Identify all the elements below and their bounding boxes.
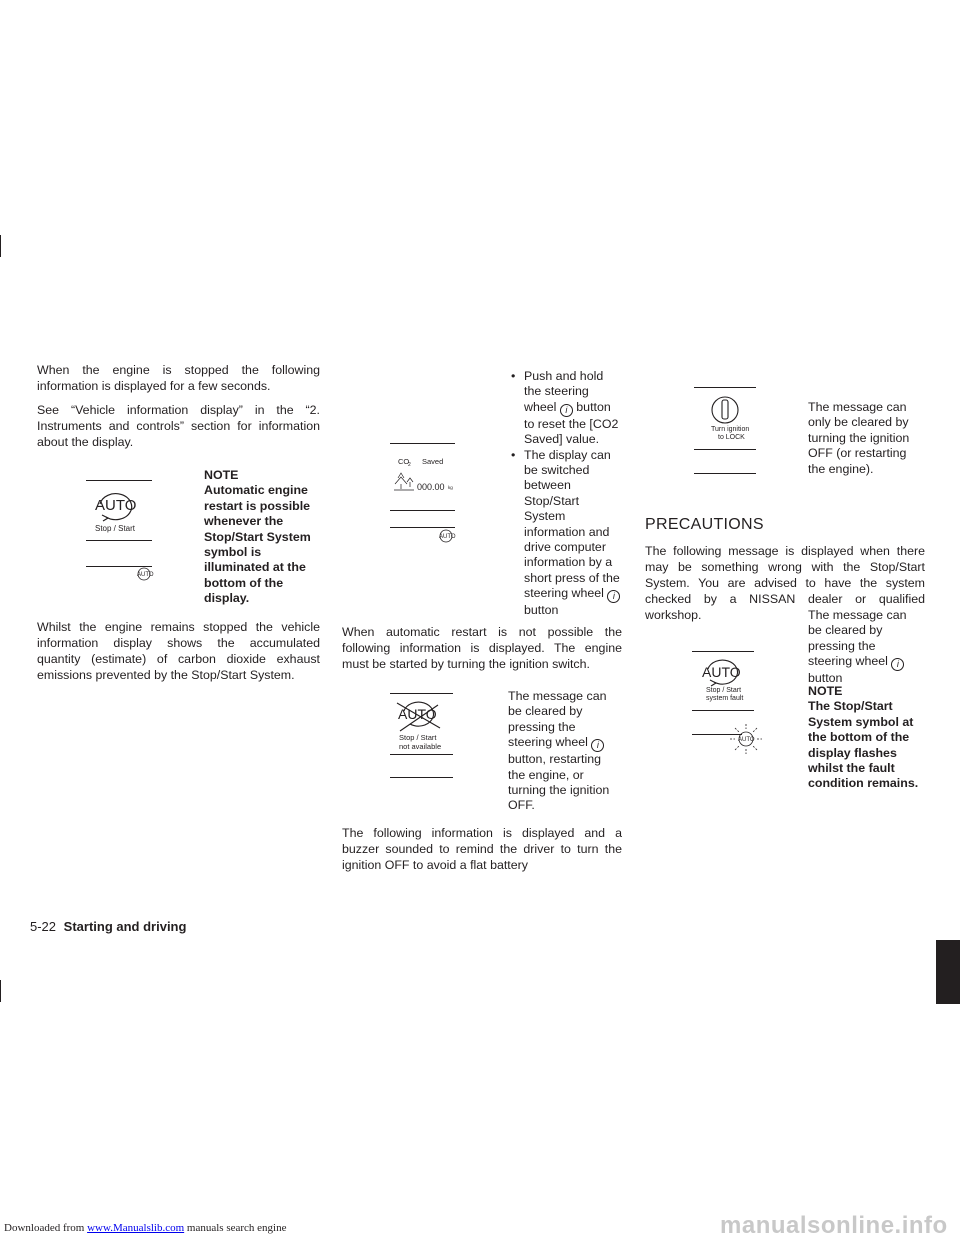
figure-rule [692, 651, 754, 652]
co2-value: 000.00 [417, 482, 445, 492]
svg-text:to LOCK: to LOCK [718, 434, 745, 441]
restart-not-possible-paragraph: When automatic restart is not possible the following information is displayed. The engine must be started by turning the ignition switch. [342, 625, 622, 671]
see-also-paragraph: See “Vehicle information display” in the “2. Instruments and controls” section for information about the display. [37, 403, 320, 449]
svg-text:AUTO: AUTO [439, 534, 456, 540]
co2-instructions-list [511, 369, 621, 619]
header-prefix: Downloaded from [4, 1222, 85, 1234]
figure-rule [390, 693, 453, 694]
small-auto-icon [134, 566, 156, 582]
info-button-icon: i [607, 590, 620, 603]
system-fault-figure [692, 651, 772, 766]
info-button-icon: i [591, 739, 604, 752]
co2-display [390, 451, 460, 507]
brand-watermark: manualsonline.info [720, 1212, 948, 1239]
crop-mark [0, 235, 1, 257]
auto-label: AUTO [95, 497, 137, 514]
svg-text:2: 2 [408, 462, 411, 468]
precautions-heading: PRECAUTIONS [645, 516, 764, 533]
figure-rule [694, 473, 756, 474]
flat-battery-paragraph: The following information is displayed and a buzzer sounded to remind the driver to turn the ignition OFF to avoid a flat battery [342, 826, 622, 872]
intro-paragraph: When the engine is stopped the following information is displayed for a few seconds. [37, 363, 320, 393]
figure-rule [390, 754, 453, 755]
svg-text:not available: not available [399, 742, 442, 751]
figure-rule [694, 387, 756, 388]
turn-ignition-side-text: The message can only be cleared by turning the ignition OFF (or restarting the engine). [808, 400, 910, 476]
header-suffix: manuals search engine [186, 1222, 287, 1234]
co2-saved-figure [390, 443, 460, 543]
svg-text:Stop / Start: Stop / Start [706, 687, 742, 694]
small-auto-icon [436, 528, 458, 544]
thumb-tab [936, 940, 960, 1004]
svg-text:AUTO: AUTO [738, 737, 755, 743]
not-available-side-text: The message can be cleared by pressing the steering wheel i button, restarting the engine, or turning the ignition OFF. [508, 689, 610, 813]
precautions-paragraph: The following message is displayed when there may be something wrong with the Stop/Start System. You are advised to have the system checked by a NISSAN dealer or qualified workshop. [645, 544, 925, 622]
auto-symbol [86, 486, 156, 546]
section-title: Starting and driving [63, 919, 187, 934]
figure-rule [86, 540, 152, 541]
figure-rule [390, 443, 455, 444]
info-button-icon: i [891, 658, 904, 671]
system-fault-side-text: The message can be cleared by pressing the steering wheel i button [808, 608, 907, 686]
auto-fault-symbol [692, 655, 762, 711]
figure-rule [390, 777, 453, 778]
note-text: The Stop/Start System symbol at the bottom of the display flashes whilst the fault condition remains. [808, 699, 919, 791]
note-2 [808, 684, 920, 792]
flashing-auto-icon [728, 723, 768, 763]
turn-ignition-figure [694, 387, 764, 477]
info-button-icon: i [560, 404, 573, 417]
note-title: NOTE [808, 684, 843, 698]
not-available-figure [390, 693, 460, 783]
note-title: NOTE [204, 468, 239, 482]
figure-rule [390, 510, 455, 511]
svg-text:kg: kg [448, 485, 453, 490]
svg-text:AUTO: AUTO [398, 706, 437, 722]
svg-text:CO: CO [398, 457, 410, 466]
manualslib-link[interactable]: www.Manualslib.com [87, 1222, 185, 1234]
download-header [4, 1222, 286, 1234]
svg-text:Stop / Start: Stop / Start [399, 733, 437, 742]
auto-crossed-symbol [390, 697, 460, 753]
svg-text:AUTO: AUTO [702, 664, 741, 680]
stop-start-figure [86, 480, 156, 585]
svg-text:system fault: system fault [706, 695, 744, 702]
svg-text:Saved: Saved [422, 457, 444, 466]
figure-rule [692, 710, 754, 711]
svg-text:AUTO: AUTO [137, 572, 154, 578]
ignition-key-icon [694, 393, 764, 449]
page-footer [30, 919, 186, 934]
co2-paragraph: Whilst the engine remains stopped the vehicle information display shows the accumulated quantity (estimate) of carbon dioxide exhaust emissions prevented by the Stop/Start System. [37, 620, 320, 682]
crop-mark [0, 980, 1, 1002]
stop-start-caption: Stop / Start [95, 524, 136, 533]
list-item: • Push and hold the steering wheel i button to reset the [CO2 Saved] value. [511, 369, 621, 448]
figure-rule [86, 480, 152, 481]
page-number: 5-22 [30, 919, 57, 934]
note-text: Automatic engine restart is possible whenever the Stop/Start System symbol is illuminated at the bottom of the display. [204, 483, 311, 606]
note-1 [204, 468, 322, 607]
list-item: • The display can be switched between Stop/Start System information and drive computer information by a short press of the steering wheel i button [511, 448, 621, 619]
figure-rule [694, 449, 756, 450]
svg-text:Turn ignition: Turn ignition [711, 426, 750, 433]
tree-icon [395, 473, 407, 489]
